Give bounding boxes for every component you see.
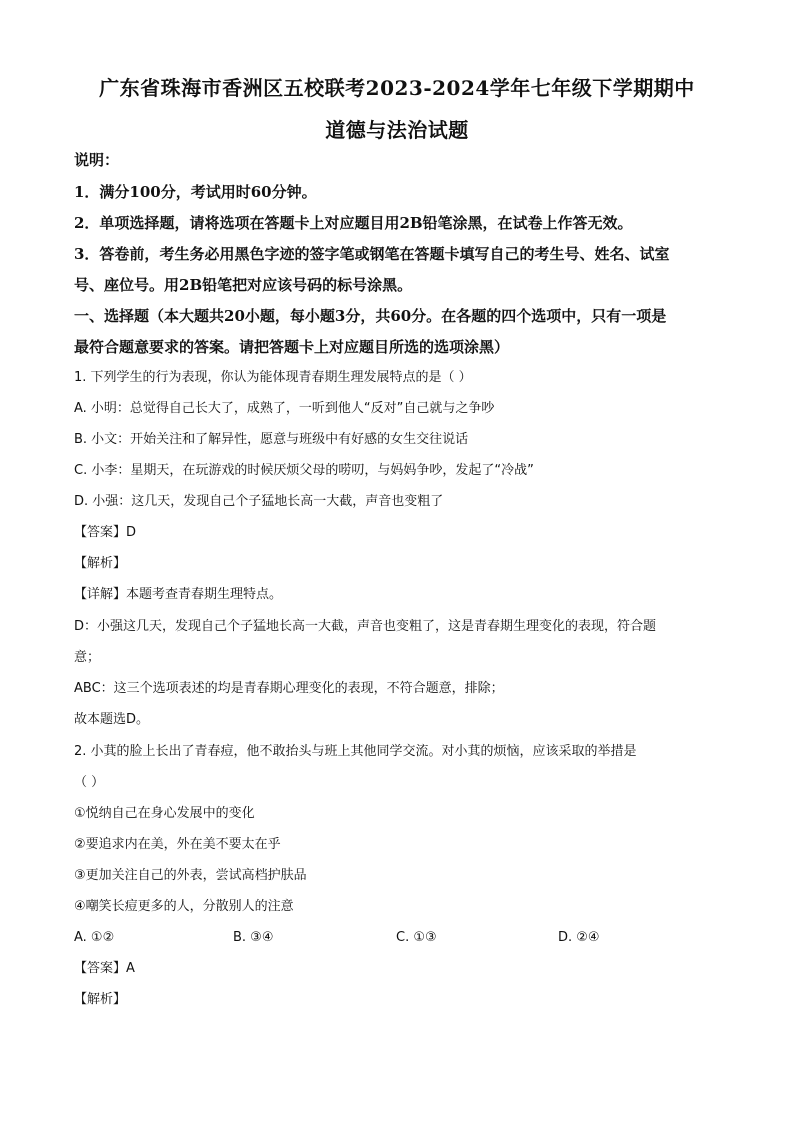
question-1-detail: 【详解】本题考查青春期生理特点。	[74, 587, 283, 602]
question-2-analysis-label: 【解析】	[74, 992, 127, 1007]
question-2-statement: ④嘲笑长痘更多的人，分散别人的注意	[74, 899, 294, 914]
question-2-statement: ①悦纳自己在身心发展中的变化	[74, 806, 255, 821]
question-2-choice-a: A. ①②	[74, 930, 115, 945]
instructions-heading: 说明：	[74, 151, 120, 169]
question-1-option-d: D. 小强：这几天，发现自己个子猛地长高一大截，声音也变粗了	[74, 494, 444, 509]
question-1-option-a: A. 小明：总觉得自己长大了，成熟了，一听到他人“反对”自己就与之争吵	[74, 401, 495, 416]
question-2-choice-b: B. ③④	[233, 930, 274, 945]
instruction-item: 1．满分100分，考试用时60分钟。	[74, 183, 317, 201]
question-1-answer: 【答案】D	[74, 525, 137, 540]
instruction-item: 2．单项选择题，请将选项在答题卡上对应题目用2B铅笔涂黑，在试卷上作答无效。	[74, 214, 633, 232]
exam-title-line2: 道德与法治试题	[325, 118, 469, 142]
question-2-answer: 【答案】A	[74, 961, 135, 976]
question-2-statement: ②要追求内在美，外在美不要太在乎	[74, 837, 281, 852]
question-1-explanation: D：小强这几天，发现自己个子猛地长高一大截，声音也变粗了，这是青春期生理变化的表现，符合题	[74, 619, 657, 634]
question-2-statement: ③更加关注自己的外表，尝试高档护肤品	[74, 868, 307, 883]
question-2-choice-c: C. ①③	[396, 930, 437, 945]
question-1-stem: 1. 下列学生的行为表现，你认为能体现青春期生理发展特点的是（ ）	[74, 370, 472, 385]
question-1-explanation: 意；	[74, 650, 101, 665]
question-1-option-c: C. 小李：星期天，在玩游戏的时候厌烦父母的唠叨，与妈妈争吵，发起了“冷战”	[74, 463, 534, 478]
section-heading: 一、选择题（本大题共20小题，每小题3分，共60分。在各题的四个选项中，只有一项是	[74, 307, 667, 325]
question-2-choice-d: D. ②④	[558, 930, 600, 945]
question-2-stem: 2. 小萁的脸上长出了青春痘，他不敢抬头与班上其他同学交流。对小萁的烦恼，应该采取的举措是	[74, 744, 637, 759]
question-2-stem-bracket: （ ）	[74, 775, 105, 790]
instruction-item: 3．答卷前，考生务必用黑色字迹的签字笔或钢笔在答题卡填写自己的考生号、姓名、试室	[74, 245, 670, 263]
question-1-analysis-label: 【解析】	[74, 556, 127, 571]
exam-title-line1: 广东省珠海市香洲区五校联考2023-2024学年七年级下学期期中	[99, 76, 695, 100]
question-1-conclusion: 故本题选D。	[74, 712, 150, 727]
instruction-item: 号、座位号。用2B铅笔把对应该号码的标号涂黑。	[74, 276, 413, 294]
question-1-option-b: B. 小文：开始关注和了解异性，愿意与班级中有好感的女生交往说话	[74, 432, 469, 447]
question-1-explanation: ABC：这三个选项表述的均是青春期心理变化的表现，不符合题意，排除；	[74, 681, 504, 696]
section-heading: 最符合题意要求的答案。请把答题卡上对应题目所选的选项涂黑）	[74, 338, 510, 356]
